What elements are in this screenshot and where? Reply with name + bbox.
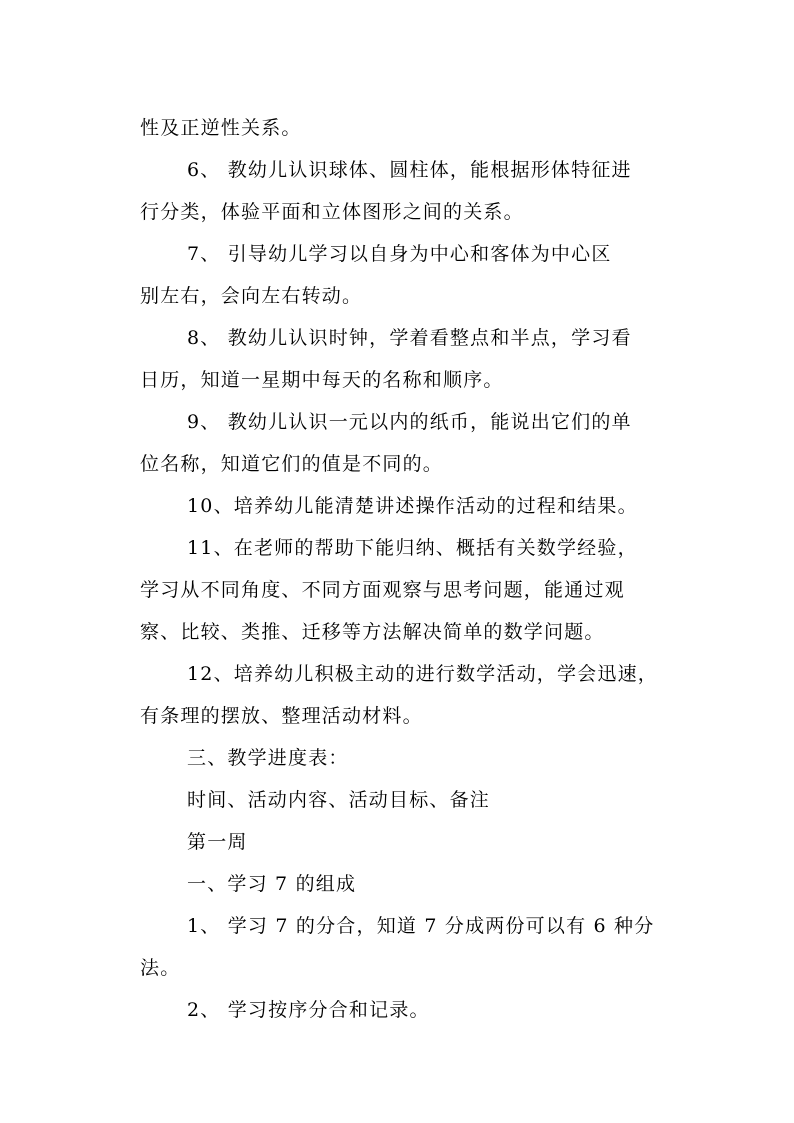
text-line: 2、 学习按序分合和记录。 (187, 999, 430, 1021)
text-line: 12、培养幼儿积极主动的进行数学活动，学会迅速， (187, 663, 658, 685)
text-line: 别左右，会向左右转动。 (140, 285, 363, 307)
text-line: 9、 教幼儿认识一元以内的纸币，能说出它们的单 (187, 411, 632, 433)
section-heading: 三、教学进度表： (187, 747, 349, 769)
text-line: 学习从不同角度、不同方面观察与思考问题，能通过观 (140, 579, 625, 601)
text-line: 10、培养幼儿能清楚讲述操作活动的过程和结果。 (187, 495, 638, 517)
text-line: 7、 引导幼儿学习以自身为中心和客体为中心区 (187, 243, 612, 265)
text-line: 位名称，知道它们的值是不同的。 (140, 453, 444, 475)
week-label: 第一周 (187, 831, 248, 853)
text-line: 日历，知道一星期中每天的名称和顺序。 (140, 369, 504, 391)
text-line: 察、比较、类推、迁移等方法解决简单的数学问题。 (140, 621, 605, 643)
text-line: 法。 (140, 957, 181, 979)
text-line: 1、 学习 7 的分合，知道 7 分成两份可以有 6 种分 (187, 915, 655, 937)
text-line: 8、 教幼儿认识时钟，学着看整点和半点，学习看 (187, 327, 632, 349)
text-line: 性及正逆性关系。 (140, 117, 302, 139)
text-line: 有条理的摆放、整理活动材料。 (140, 705, 423, 727)
table-header-text: 时间、活动内容、活动目标、备注 (187, 789, 491, 811)
activity-title: 一、学习 7 的组成 (187, 873, 357, 895)
text-line: 6、 教幼儿认识球体、圆柱体，能根据形体特征进 (187, 159, 632, 181)
text-line: 11、在老师的帮助下能归纳、概括有关数学经验， (187, 537, 638, 559)
text-line: 行分类，体验平面和立体图形之间的关系。 (140, 201, 524, 223)
